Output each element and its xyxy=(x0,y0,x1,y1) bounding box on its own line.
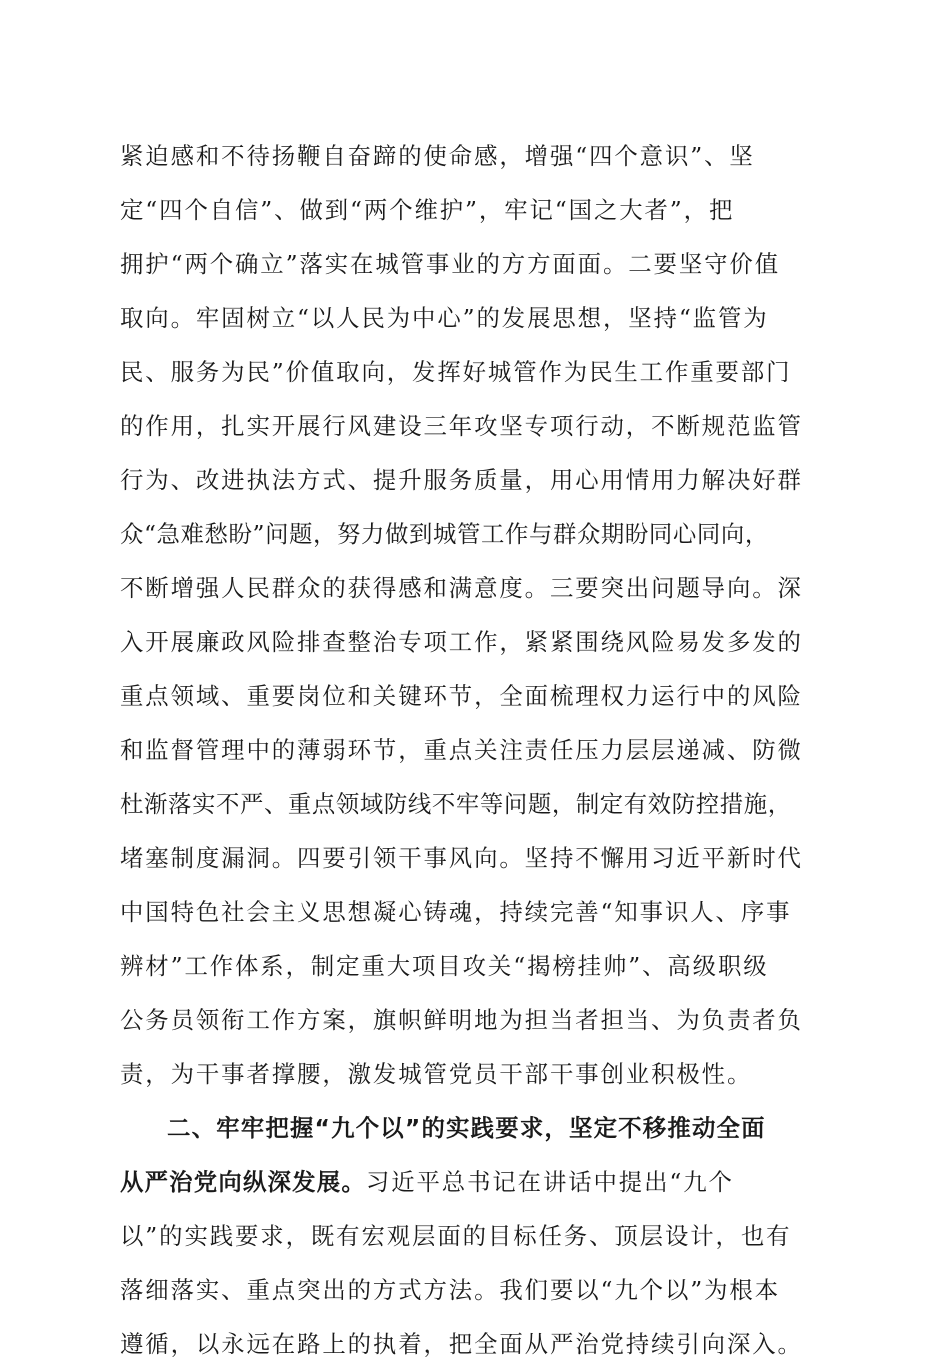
body-line: 入开展廉政风险排查整治专项工作，紧紧围绕风险易发多发的 xyxy=(120,628,803,656)
body-line: 中国特色社会主义思想凝心铸魂，持续完善“知事识人、序事 xyxy=(120,898,792,926)
body-line: 众“急难愁盼”问题，努力做到城管工作与群众期盼同心同向， xyxy=(120,520,769,548)
body-line: 不断增强人民群众的获得感和满意度。三要突出问题导向。深 xyxy=(120,574,803,602)
body-line: 紧迫感和不待扬鞭自奋蹄的使命感，增强“四个意识”、坚 xyxy=(120,142,755,170)
body-line: 民、服务为民”价值取向，发挥好城管作为民生工作重要部门 xyxy=(120,358,792,386)
body-text: 习近平总书记在讲话中提出“九个 xyxy=(365,1168,734,1196)
body-line: 拥护“两个确立”落实在城管事业的方方面面。二要坚守价值 xyxy=(120,250,780,278)
body-line: 重点领域、重要岗位和关键环节，全面梳理权力运行中的风险 xyxy=(120,682,803,710)
body-line: 和监督管理中的薄弱环节，重点关注责任压力层层递减、防微 xyxy=(120,736,803,764)
body-line: 定“四个自信”、做到“两个维护”，牢记“国之大者”，把 xyxy=(120,196,735,224)
body-line: 杜渐落实不严、重点领域防线不牢等问题，制定有效防控措施， xyxy=(120,790,792,818)
body-line: 辨材”工作体系，制定重大项目攻关“揭榜挂帅”、高级职级 xyxy=(120,952,769,980)
section-heading-end: 从严治党向纵深发展。 xyxy=(120,1168,366,1196)
body-line: 的作用，扎实开展行风建设三年攻坚专项行动，不断规范监管 xyxy=(120,412,803,440)
body-line: 以”的实践要求，既有宏观层面的目标任务、顶层设计，也有 xyxy=(120,1222,792,1250)
body-line: 堵塞制度漏洞。四要引领干事风向。坚持不懈用习近平新时代 xyxy=(120,844,803,872)
body-line: 落细落实、重点突出的方式方法。我们要以“九个以”为根本 xyxy=(120,1276,780,1304)
heading-continuation-line xyxy=(120,1155,832,1209)
body-line: 遵循，以永远在路上的执着，把全面从严治党持续引向深入。 xyxy=(120,1330,803,1358)
document-body xyxy=(120,129,832,1371)
body-line: 行为、改进执法方式、提升服务质量，用心用情用力解决好群 xyxy=(120,466,803,494)
body-line: 责，为干事者撑腰，激发城管党员干部干事创业积极性。 xyxy=(120,1060,753,1088)
section-heading: 二、牢牢把握“九个以”的实践要求，坚定不移推动全面 xyxy=(167,1114,766,1142)
body-line: 公务员领衔工作方案，旗帜鲜明地为担当者担当、为负责者负 xyxy=(120,1006,803,1034)
body-line: 取向。牢固树立“以人民为中心”的发展思想，坚持“监管为 xyxy=(120,304,769,332)
